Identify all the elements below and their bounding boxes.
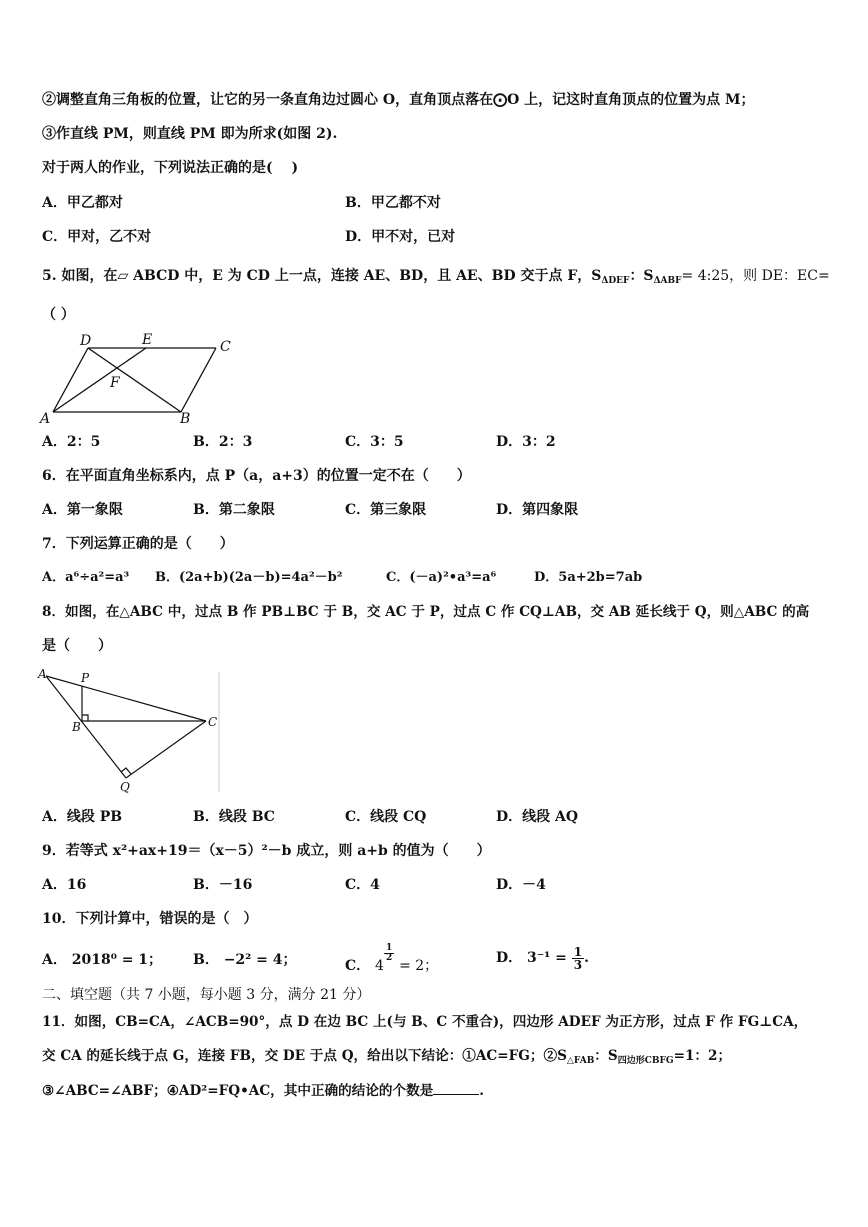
q6-option-a: A．第一象限 — [42, 502, 123, 518]
q5-label-d: D — [80, 333, 92, 349]
q5-side-cb — [181, 348, 216, 412]
q8-stem2: 是（ ） — [42, 638, 112, 654]
q8-stem: 8．如图，在△ABC 中，过点 B 作 PB⊥BC 于 B，交 AC 于 P，过点 C 作 CQ⊥AB，交 AB 延长线于 Q，则△ABC 的高 — [42, 604, 810, 620]
q6-option-c: C．第三象限 — [345, 502, 427, 518]
q10-option-d-num: 1 — [573, 944, 583, 959]
q10-option-d-prefix: D． 3⁻¹ = — [496, 950, 567, 966]
q5-label-c: C — [220, 339, 231, 355]
q5-option-d: D．3：2 — [496, 434, 556, 450]
q9-option-a: A．16 — [42, 877, 87, 893]
section2-heading: 二、填空题（共 7 小题，每小题 3 分，满分 21 分） — [42, 987, 371, 1003]
q5-parallelogram-figure — [38, 330, 248, 426]
q5-paren: （ ） — [42, 307, 75, 323]
q10-option-c-exp-num: 1 — [385, 943, 393, 953]
q10-option-a: A． 2018⁰ = 1； — [42, 952, 163, 968]
q5-option-a: A．2：5 — [42, 434, 101, 450]
q5-option-b: B．2：3 — [193, 434, 253, 450]
q8-line-ac — [46, 676, 206, 721]
q11-line2 — [42, 1046, 731, 1071]
intro-option-b: B．甲乙都不对 — [345, 195, 441, 211]
q10-option-c-base: 4 — [375, 958, 384, 974]
q8-line-aq — [46, 676, 126, 778]
q10-option-c-exponent — [384, 944, 394, 963]
q7-stem: 7．下列运算正确的是（ ） — [42, 536, 234, 552]
q5-label-b: B — [180, 411, 191, 426]
q8-label-c: C — [208, 715, 218, 729]
q5-stem — [42, 266, 830, 291]
q5-label-a: A — [40, 411, 51, 426]
q8-option-d: D．线段 AQ — [496, 809, 579, 825]
q9-option-b: B．－16 — [193, 877, 253, 893]
intro-step3: ③作直线 PM，则直线 PM 即为所求(如图 2). — [42, 126, 338, 142]
q11-line2b: ：S — [594, 1048, 618, 1064]
q7-option-a: A．a⁶÷a²=a³ — [42, 570, 130, 585]
q6-option-b: B．第二象限 — [193, 502, 275, 518]
q10-option-c-exp-den: 2 — [385, 953, 393, 963]
q5-line-ae — [53, 348, 146, 412]
q10-option-d-den: 3 — [573, 957, 583, 972]
q11-line2-sub1: △FAB — [566, 1056, 595, 1066]
q11-line3 — [42, 1080, 484, 1101]
q5-sub2: ΔABF — [653, 276, 682, 286]
q8-line-cq — [126, 721, 206, 778]
q8-label-b: B — [72, 720, 81, 734]
q11-answer-blank[interactable] — [433, 1080, 479, 1095]
q6-stem: 6．在平面直角坐标系内，点 P（a，a+3）的位置一定不在（ ） — [42, 468, 471, 484]
q11-line2-sub2: 四边形CBFG — [617, 1056, 674, 1066]
q11-line2c: =1：2； — [673, 1048, 732, 1064]
q11-line3-end: . — [479, 1083, 485, 1099]
q8-label-p: P — [81, 671, 90, 685]
q10-stem: 10．下列计算中，错误的是（ ） — [42, 911, 258, 927]
q10-option-c-prefix: C． — [345, 958, 371, 974]
q8-label-a: A — [38, 667, 47, 681]
q8-right-angle-b — [82, 715, 88, 721]
q8-triangle-figure — [36, 664, 226, 794]
q8-option-a: A．线段 PB — [42, 809, 123, 825]
q7-option-d: D．5a+2b=7ab — [534, 570, 643, 585]
q9-stem: 9．若等式 x²+ax+19＝（x－5）²－b 成立，则 a+b 的值为（ ） — [42, 843, 491, 859]
q11-line2a: 交 CA 的延长线于点 G，连接 FB，交 DE 于点 Q，给出以下结论：①AC=FG；②S — [42, 1048, 567, 1064]
q5-stem-a: 5. 如图，在▱ ABCD 中，E 为 CD 上一点，连接 AE、BD，且 AE、BD 交于点 F，S — [42, 268, 602, 284]
q10-option-b: B． −2² = 4； — [193, 952, 297, 968]
q8-option-c: C．线段 CQ — [345, 809, 427, 825]
q6-option-d: D．第四象限 — [496, 502, 579, 518]
q11-line3-text: ③∠ABC=∠ABF；④AD²=FQ•AC，其中正确的结论的个数是 — [42, 1083, 434, 1099]
intro-question: 对于两人的作业，下列说法正确的是( ) — [42, 160, 299, 176]
intro-step2: ②调整直角三角板的位置，让它的另一条直角边过圆心 O，直角顶点落在⨀O 上，记这时直角顶点的位置为点 M； — [42, 92, 755, 108]
q5-label-f: F — [110, 375, 120, 391]
q10-option-c — [345, 944, 438, 980]
q11-line1: 11．如图，CB=CA，∠ACB=90°，点 D 在边 BC 上(与 B、C 不重合)，四边形 ADEF 为正方形，过点 F 作 FG⊥CA， — [42, 1014, 808, 1030]
q9-option-d: D．－4 — [496, 877, 546, 893]
q8-option-b: B．线段 BC — [193, 809, 275, 825]
intro-option-c: C．甲对，乙不对 — [42, 229, 152, 245]
q5-line-bd — [88, 348, 181, 412]
q5-label-e: E — [142, 332, 153, 348]
q5-side-ad — [53, 348, 88, 412]
q5-stem-b: = 4:25，则 DE：EC= — [681, 268, 830, 284]
q7-option-c: C．(－a)²•a³=a⁶ — [386, 570, 497, 585]
q9-option-c: C．4 — [345, 877, 380, 893]
q5-sub1: ΔDEF — [601, 276, 630, 286]
q8-label-q: Q — [120, 780, 130, 794]
intro-option-d: D．甲不对，已对 — [345, 229, 456, 245]
q10-option-c-suffix: = 2； — [399, 958, 439, 974]
q10-option-d-suffix: . — [584, 950, 589, 966]
intro-option-a: A．甲乙都对 — [42, 195, 123, 211]
q5-option-c: C．3：5 — [345, 434, 404, 450]
q10-option-d-fraction — [572, 946, 584, 971]
q7-option-b: B．(2a+b)(2a－b)=4a²－b² — [155, 570, 343, 585]
q5-sep: ：S — [629, 268, 654, 284]
q10-option-d — [496, 944, 589, 972]
